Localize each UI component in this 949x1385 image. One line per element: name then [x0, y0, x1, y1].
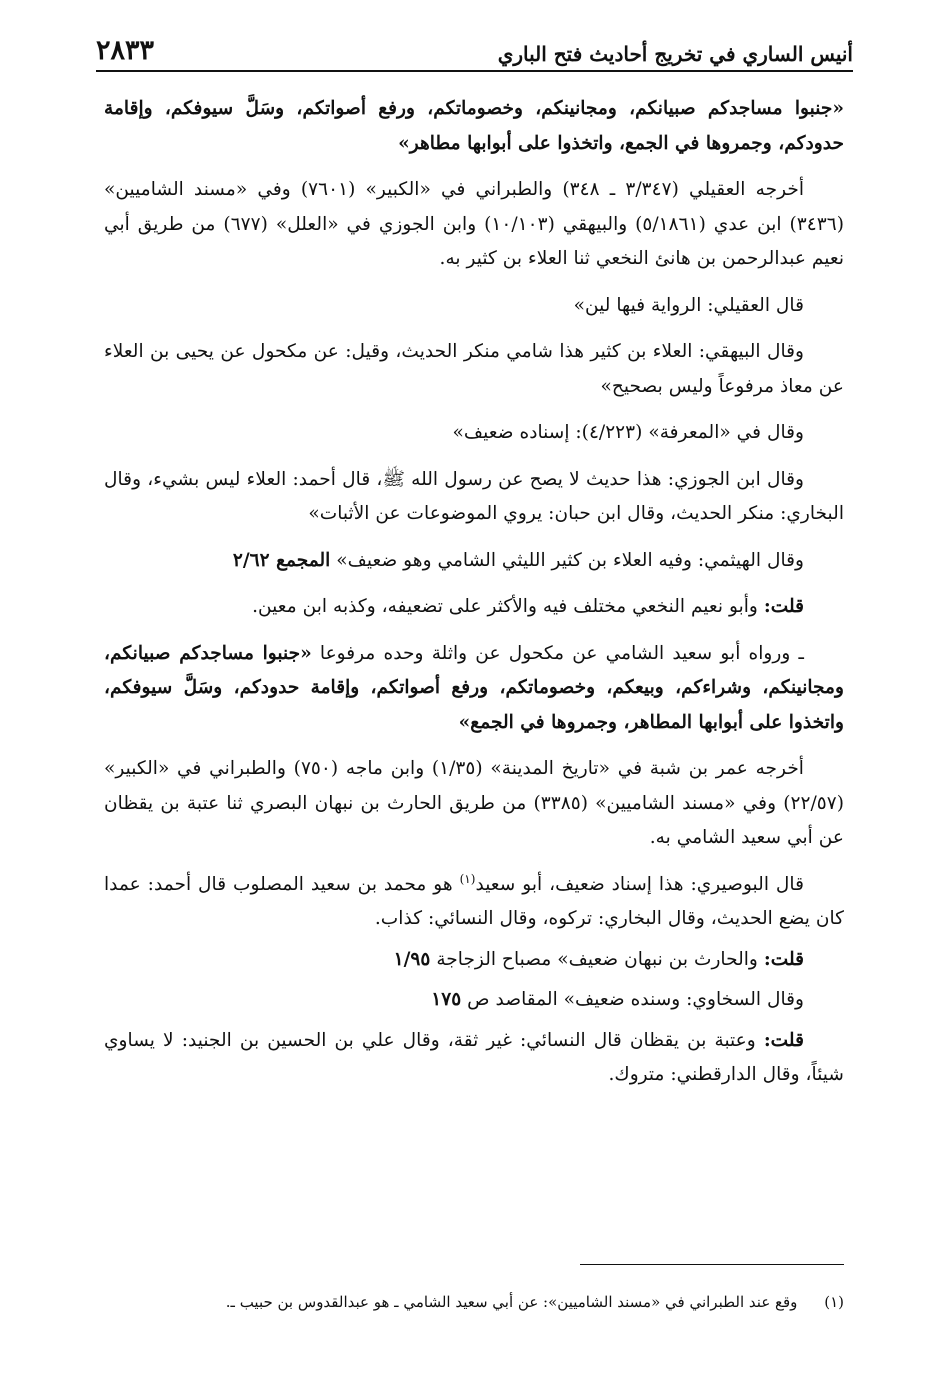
note-text: وأبو نعيم النخعي مختلف فيه والأكثر على تضعيفه، وكذبه ابن معين.: [252, 596, 758, 617]
narrator-comment: [104, 983, 844, 1018]
takhrij-paragraph: أخرجه عمر بن شبة في «تاريخ المدينة» (١/٣٥) وابن ماجه (٧٥٠) والطبراني في «الكبير» (٢٢/٥٧) وفي «مسند الشاميين» (٣٣٨٥) من طريق الحارث بن نبهان البصري ثنا عتبة بن يقظان عن أبي سعيد الشامي به.: [104, 758, 844, 848]
footnote-separator: [580, 1264, 844, 1265]
comment-text: وقال السخاوي: وسنده ضعيف» المقاصد ص: [467, 989, 804, 1010]
source-reference: ١٧٥: [431, 989, 462, 1010]
note-label: قلت:: [763, 1029, 804, 1051]
narrator-comment: [104, 544, 844, 579]
page-number: ٢٨٣٣: [96, 35, 155, 66]
book-title: أنيس الساري في تخريج أحاديث فتح الباري: [497, 42, 853, 66]
footnote-marker: (١): [459, 871, 476, 886]
footnote: [104, 1290, 844, 1314]
note-label: قلت:: [763, 596, 804, 617]
author-note: [104, 943, 844, 978]
takhrij-paragraph: أخرجه العقيلي (٣/٣٤٧ ـ ٣٤٨) والطبراني في «الكبير» (٧٦٠١) وفي «مسند الشاميين» (٣٤٣٦) ابن عدي (٥/١٨٦١) والبيهقي (١٠/١٠٣) وابن الجوزي في «العلل» (٦٧٧) من طريق أبي نعيم عبدالرحمن بن هانئ النخعي ثنا العلاء بن كثير به.: [104, 179, 844, 269]
narrator-comment: وقال البيهقي: العلاء بن كثير هذا شامي منكر الحديث، وقيل: عن مكحول عن يحيى بن العلاء عن معاذ مرفوعاً وليس بصحيح»: [104, 341, 844, 397]
note-text: والحارث بن نبهان ضعيف» مصباح الزجاجة: [436, 948, 758, 970]
hadith-text: «جنبوا مساجدكم صبيانكم، ومجانينكم، وشراءكم، وبيعكم، وخصوماتكم، ورفع أصواتكم، وإقامة حدودكم، وسَلَّ سيوفكم، واتخذوا على أبوابها المطاهر، وجمروها في الجمع»: [104, 642, 844, 733]
footnote-number: (١): [824, 1293, 844, 1311]
narrator-comment: وقال في «المعرفة» (٤/٢٢٣): إسناده ضعيف»: [452, 422, 804, 443]
narrator-comment: [104, 868, 844, 937]
comment-text: هو محمد بن سعيد المصلوب قال أحمد: عمدا كان يضع الحديث، وقال البخاري: تركوه، وقال النسائي: كذاب.: [104, 873, 844, 929]
author-note: [104, 590, 844, 625]
narrator-comment: وقال ابن الجوزي: هذا حديث لا يصح عن رسول الله ﷺ، قال أحمد: العلاء ليس بشيء، وقال البخاري: منكر الحديث، وقال ابن حبان: يروي الموضوعات عن الأثبات»: [104, 468, 844, 524]
hadith-text: «جنبوا مساجدكم صبيانكم، ومجانينكم، وخصوماتكم، ورفع أصواتكم، وسَلَّ سيوفكم، وإقامة حدودكم، وجمروها في الجمع، واتخذوا على أبوابها مطاهر»: [104, 98, 844, 154]
author-note: [104, 1024, 844, 1093]
note-text: وعتبة بن يقظان قال النسائي: غير ثقة، وقال علي بن الحسين بن الجنيد: لا يساوي شيئاً، وقال الدارقطني: متروك.: [104, 1029, 844, 1085]
narrator-comment: قال العقيلي: الرواية فيها لين»: [573, 294, 804, 316]
main-text: [104, 92, 844, 1105]
page-header: [96, 24, 853, 72]
second-narration: [104, 637, 844, 741]
note-label: قلت:: [763, 948, 804, 970]
source-reference: المجمع ٢/٦٢: [232, 549, 331, 571]
footnote-text: وقع عند الطبراني في «مسند الشاميين»: عن أبي سعيد الشامي ـ هو عبدالقدوس بن حبيب ـ.: [225, 1293, 798, 1311]
source-reference: ١/٩٥: [393, 948, 431, 970]
narration-intro: ـ ورواه أبو سعيد الشامي عن مكحول عن واثلة وحده مرفوعا: [319, 642, 804, 664]
comment-text: قال البوصيري: هذا إسناد ضعيف، أبو سعيد: [475, 873, 804, 895]
comment-text: وقال الهيثمي: وفيه العلاء بن كثير الليثي الشامي وهو ضعيف»: [336, 549, 804, 571]
